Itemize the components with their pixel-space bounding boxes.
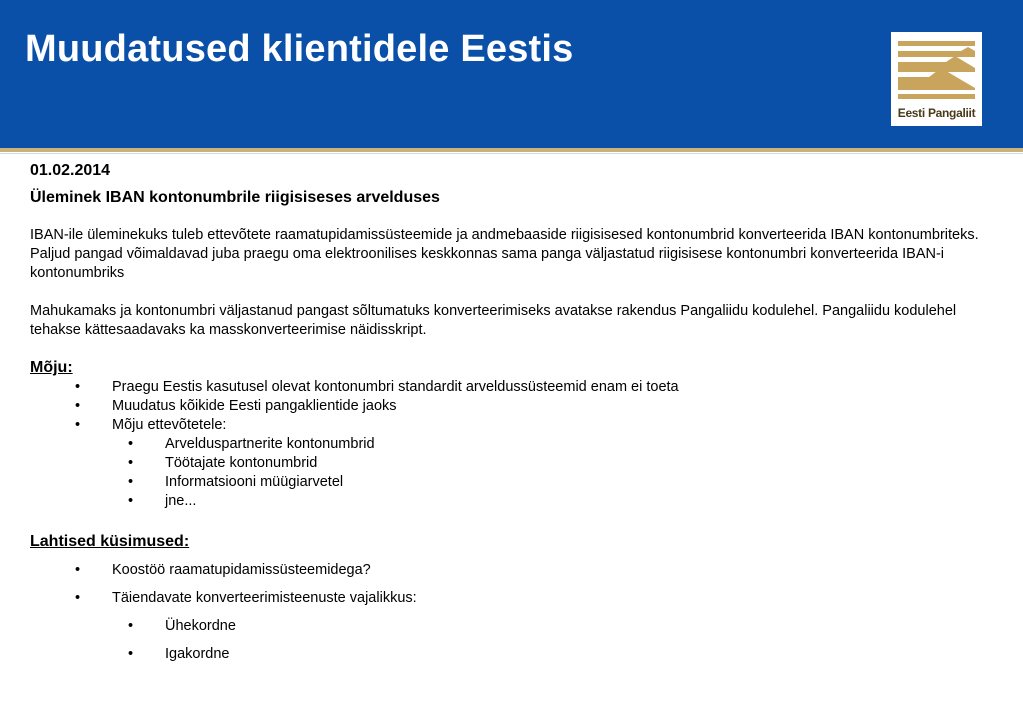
- bullet: •: [128, 493, 134, 509]
- bullet: •: [75, 562, 81, 578]
- list-item: • Muudatus kõikide Eesti pangaklientide jaoks: [75, 398, 397, 414]
- sub-list-item: • jne...: [128, 493, 197, 509]
- bullet: •: [128, 474, 134, 490]
- header-divider: [0, 148, 1023, 152]
- bullet: •: [128, 646, 134, 662]
- section-heading-moju: Mõju:: [30, 359, 73, 376]
- sub-list-item: • Igakordne: [128, 646, 230, 662]
- logo: [891, 32, 982, 126]
- sub-list-item: • Ühekordne: [128, 618, 236, 634]
- bullet: •: [128, 436, 134, 452]
- sub-list-item: • Arvelduspartnerite kontonumbrid: [128, 436, 375, 452]
- bullet: •: [128, 455, 134, 471]
- paragraph-2: Mahukamaks ja kontonumbri väljastanud pangast sõltumatuks konverteerimiseks avatakse rakendus Pangaliidu kodulehel. Pangaliidu kodulehel tehakse kättesaadavaks ka masskonverteerimise näidisskript.: [30, 303, 957, 338]
- bullet: •: [75, 590, 81, 606]
- pangaliit-logo-icon: [891, 32, 982, 106]
- bullet: •: [128, 618, 134, 634]
- section-heading-lahtised: Lahtised küsimused:: [30, 533, 190, 550]
- bullet: •: [75, 417, 81, 433]
- subtitle: Üleminek IBAN kontonumbrile riigisiseses arvelduses: [30, 189, 440, 206]
- sub-list-item: • Informatsiooni müügiarvetel: [128, 474, 344, 490]
- lahtised-list: [30, 561, 990, 664]
- header-divider-thin: [0, 153, 1023, 154]
- paragraph-1: IBAN-ile üleminekuks tuleb ettevõtete raamatupidamissüsteemide ja andmebaaside riigisisesed kontonumbrid konverteerida IBAN kontonumbriteks. Paljud pangad võimaldavad juba praegu oma elektroonilises keskkonnas sama panga väljastatud riigisisese kontonumbri konverteerida IBAN-i kontonumbriks: [30, 227, 979, 281]
- list-item: • Mõju ettevõtetele:: [75, 417, 227, 433]
- bullet: •: [75, 379, 81, 395]
- sub-list-item: • Töötajate kontonumbrid: [128, 455, 318, 471]
- list-item: • Täiendavate konverteerimisteenuste vajalikkus:: [75, 590, 417, 606]
- date: 01.02.2014: [30, 162, 111, 179]
- list-item: • Koostöö raamatupidamissüsteemidega?: [75, 562, 371, 578]
- bullet: •: [75, 398, 81, 414]
- list-item: • Praegu Eestis kasutusel olevat kontonumbri standardit arveldussüsteemid enam ei toeta: [75, 379, 679, 395]
- moju-list: [30, 378, 990, 511]
- logo-text: Eesti Pangaliit: [897, 106, 976, 120]
- slide-content: [30, 161, 990, 664]
- header-band: [0, 0, 1023, 148]
- page-title: Muudatused klientidele Eestis: [25, 28, 574, 70]
